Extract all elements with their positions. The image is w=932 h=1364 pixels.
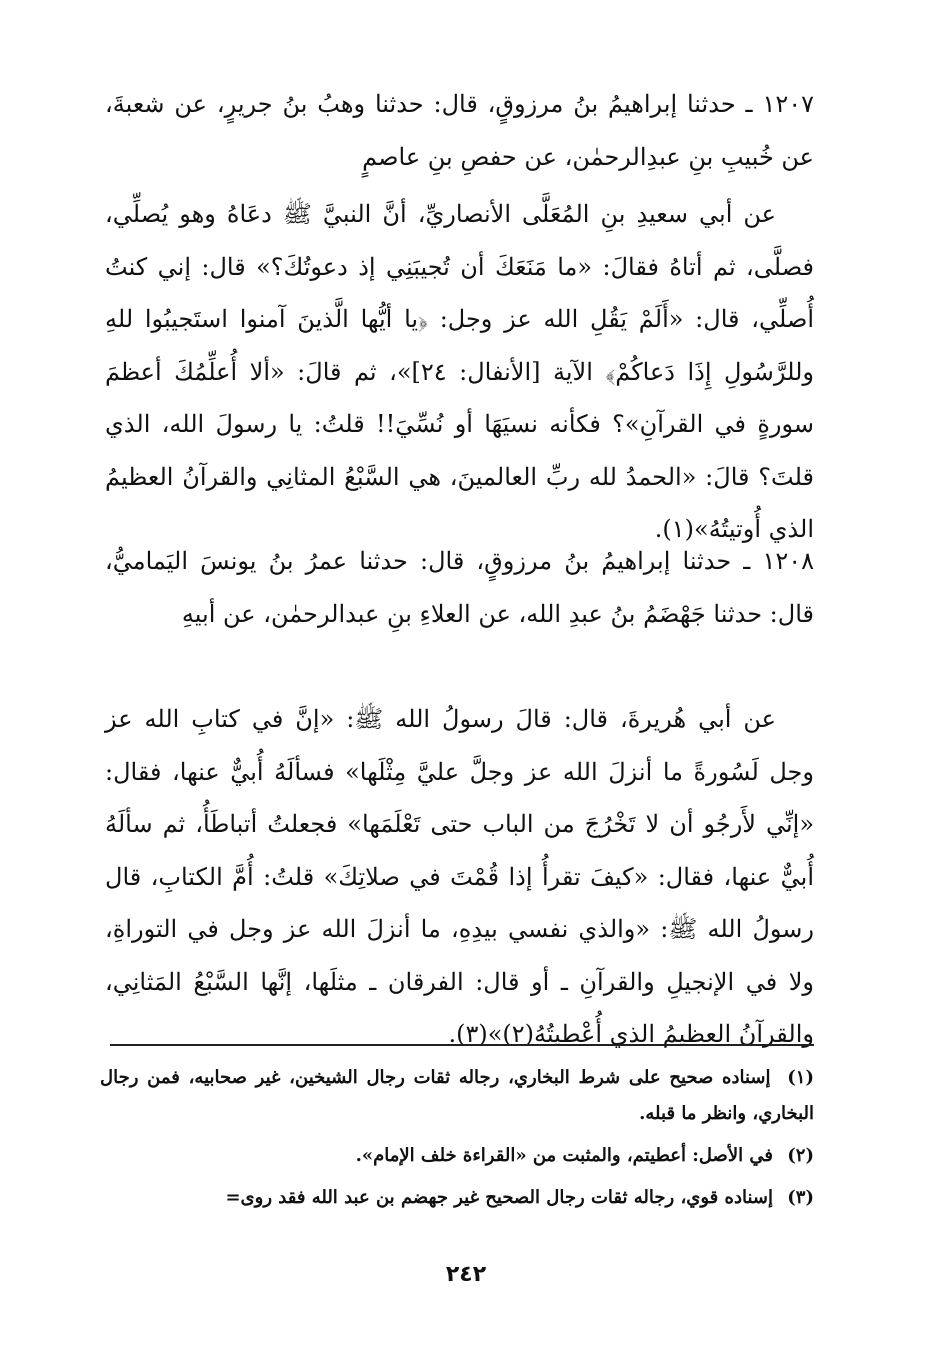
footnote-divider [110, 1044, 814, 1046]
hadith-1208 [105, 535, 814, 640]
footnote-2-number: (٢) [787, 1145, 814, 1166]
footnote-1-number: (١) [787, 1067, 814, 1088]
footnote-1-text: إسناده صحيح على شرط البخاري، رجاله ثقات رجال الشيخين، غير صحابيه، فمن رجال البخاري، وانظر ما قبله. [100, 1067, 814, 1124]
footnote-2-text: في الأصل: أعطيتم، والمثبت من «القراءة خلف الإمام». [355, 1145, 773, 1166]
footnotes [100, 1060, 814, 1222]
footnote-3-text: إسناده قوي، رجاله ثقات رجال الصحيح غير جهضم بن عبد الله فقد روى= [225, 1187, 773, 1208]
page-number: ٢٤٢ [445, 1262, 487, 1287]
hadith-1208-isnad: ١٢٠٨ ـ حدثنا إبراهيمُ بنُ مرزوقٍ، قال: حدثنا عمرُ بنُ يونسَ اليَماميُّ، قال: حدثنا جَهْضَمُ بنُ عبدِ الله، عن العلاءِ بنِ عبدالرحمٰن، عن أبيهِ [105, 547, 814, 628]
footnote-1 [100, 1060, 814, 1132]
hadith-1207-isnad: ١٢٠٧ ـ حدثنا إبراهيمُ بنُ مرزوقٍ، قال: حدثنا وهبُ بنُ جريرٍ، عن شعبةَ، عن خُبيبِ بنِ عبدِالرحمٰن، عن حفصِ بنِ عاصمٍ [105, 90, 814, 171]
hadith-1208-matn-block [105, 693, 814, 1061]
hadith-1208-matn: عن أبي هُريرةَ، قال: قالَ رسولُ الله ﷺ: «إنَّ في كتابِ الله عز وجل لَسُورةً ما أنزلَ الله عز وجلَّ عليَّ مِثْلَها» فسألَهُ أُبيٌّ عنها، فقال: «إنِّي لأَرجُو أن لا تَخْرُجَ من الباب حتى تَعْلَمَها» فجعلتُ أتباطَأُ، ثم سألَهُ أُبيٌّ عنها، فقال: «كيفَ تقرأُ إذا قُمْتَ في صلاتِكَ» قلتُ: أُمَّ الكتابِ، قال رسولُ الله ﷺ: «والذي نفسي بيدِهِ، ما أنزلَ الله عز وجل في التوراةِ، ولا في الإنجيلِ والقرآنِ ـ أو قال: الفرقان ـ مثلَها، إنَّها السَّبْعُ المَثانِي، والقرآنُ العظيمُ الذي أُعْطيتُهُ(٢)»(٣). [105, 705, 814, 1048]
hadith-1207-matn-block [105, 188, 814, 556]
hadith-1207-matn: عن أبي سعيدِ بنِ المُعَلَّى الأنصاريِّ، أنَّ النبيَّ ﷺ دعَاهُ وهو يُصلِّي، فصلَّى، ثم أتاهُ فقالَ: «ما مَنَعَكَ أن تُجيبَنِي إذ دعوتُكَ؟» قال: إني كنتُ أُصلِّي، قال: «أَلَمْ يَقُلِ الله عز وجل: ﴿يا أيُّها الَّذينَ آمنوا استَجيبُوا للهِ وللرَّسُولِ إِذَا دَعاكُمْ﴾ الآية [الأنفال: ٢٤]»، ثم قالَ: «ألا أُعلِّمُكَ أعظمَ سورةٍ في القرآنِ»؟ فكأنه نسيَهَا أو نُسِّيَ!! قلتُ: يا رسولَ الله، الذي قلتَ؟ قالَ: «الحمدُ لله ربِّ العالمينَ، هي السَّبْعُ المثانِي والقرآنُ العظيمُ الذي أُوتيتُهُ»(١). [105, 200, 814, 543]
footnote-2 [100, 1138, 814, 1174]
footnote-3-number: (٣) [787, 1187, 814, 1208]
footnote-3 [100, 1180, 814, 1216]
hadith-1207 [105, 78, 814, 183]
